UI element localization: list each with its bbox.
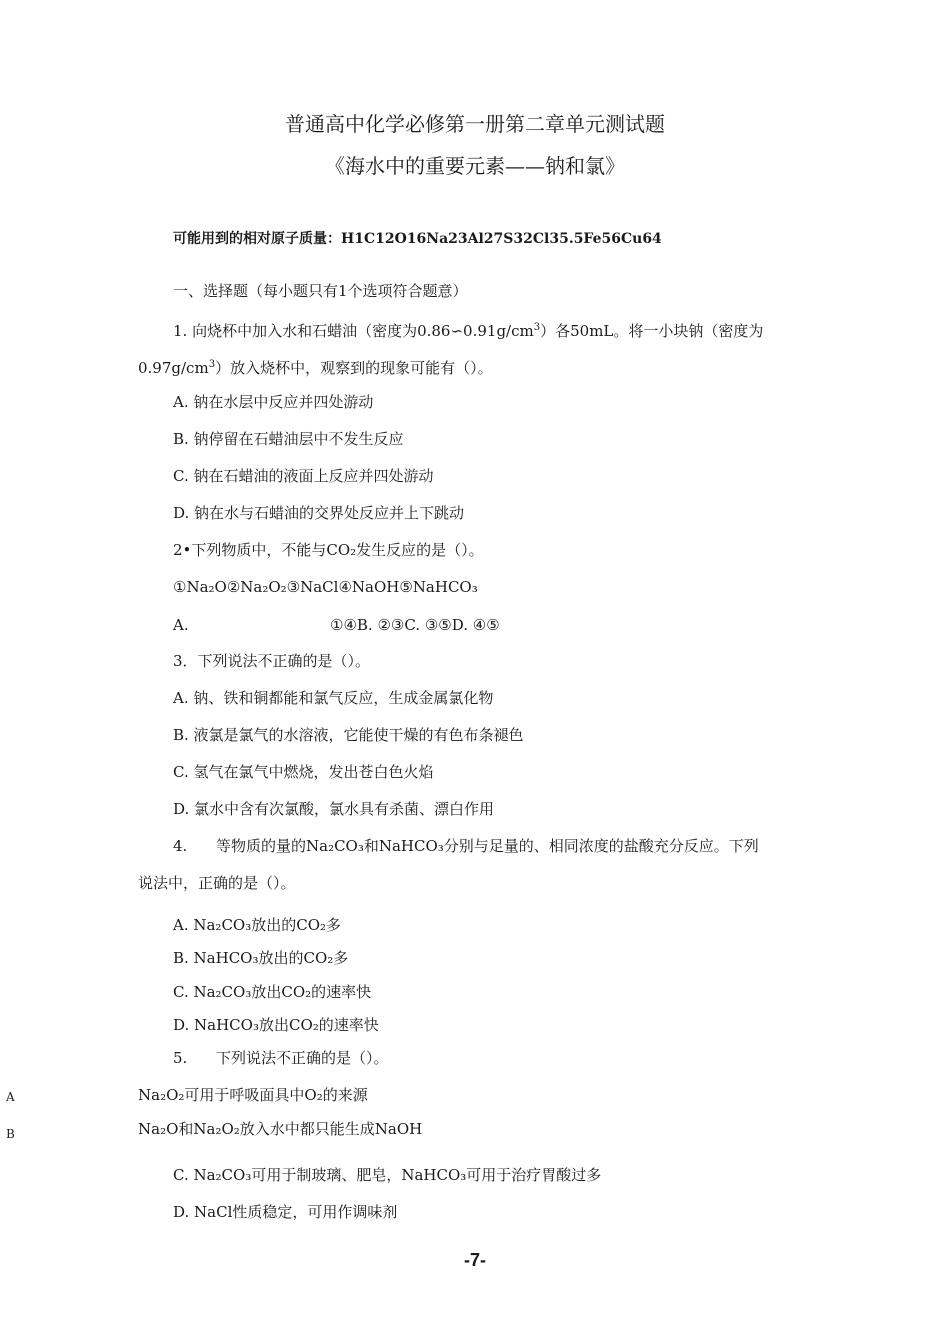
q1-stem-part: ）放入烧杯中，观察到的现象可能有（）。 [215,359,493,377]
q1-stem-part: 1. 向烧杯中加入水和石蜡油（密度为0.86∽0.91g/cm [173,322,534,340]
q1-option-b: B. 钠停留在石蜡油层中不发生反应 [173,430,404,448]
q4-stem-line2: 说法中，正确的是（）。 [138,874,296,892]
q1-option-d: D. 钠在水与石蜡油的交界处反应并上下跳动 [173,504,465,522]
q2-items: ①Na₂O②Na₂O₂③NaCl④NaOH⑤NaHCO₃ [173,578,478,596]
q5-option-b: Na₂O和Na₂O₂放入水中都只能生成NaOH [138,1120,423,1138]
q5-option-d: D. NaCl性质稳定，可用作调味剂 [173,1203,398,1221]
q1-unit-sup: 3 [208,359,216,370]
q4-stem-line1: 等物质的量的Na₂CO₃和NaHCO₃分别与足量的、相同浓度的盐酸充分反应。下列 [216,837,759,855]
q1-stem-part: 0.97g/cm [138,359,209,377]
page-number: -7- [464,1250,486,1270]
q1-stem-line2 [138,355,493,378]
q3-option-b: B. 液氯是氯气的水溶液，它能使干燥的有色布条褪色 [173,726,524,744]
q1-option-c: C. 钠在石蜡油的液面上反应并四处游动 [173,467,434,485]
section-heading: 一、选择题（每小题只有1个选项符合题意） [173,282,468,300]
q5-option-c: C. Na₂CO₃可用于制玻璃、肥皂，NaHCO₃可用于治疗胃酸过多 [173,1166,602,1184]
q3-option-a: A. 钠、铁和铜都能和氯气反应，生成金属氯化物 [173,689,494,707]
q4-number: 4. [173,837,188,855]
q1-stem-part: ）各50mL。将一小块钠（密度为 [540,322,764,340]
q2-stem: 2•下列物质中，不能与CO₂发生反应的是（）。 [173,541,484,559]
q3-option-d: D. 氯水中含有次氯酸，氯水具有杀菌、漂白作用 [173,800,495,818]
q5-stem: 下列说法不正确的是（）。 [216,1049,389,1067]
q1-stem-line1 [173,318,763,341]
q5-label-b: B [6,1127,15,1138]
q4-option-d: D. NaHCO₃放出CO₂的速率快 [173,1016,379,1034]
q5-option-a: Na₂O₂可用于呼吸面具中O₂的来源 [138,1086,368,1104]
q3-stem: 3．下列说法不正确的是（）。 [173,652,371,670]
q3-option-c: C. 氢气在氯气中燃烧，发出苍白色火焰 [173,763,434,781]
q4-option-c: C. Na₂CO₃放出CO₂的速率快 [173,983,372,1001]
q4-option-b: B. NaHCO₃放出的CO₂多 [173,949,349,967]
atomic-masses: 可能用到的相对原子质量：H1C12O16Na23Al27S32Cl35.5Fe56Cu64 [173,231,662,247]
title-line-2: 《海水中的重要元素——钠和氯》 [325,154,625,178]
title-line-1: 普通高中化学必修第一册第二章单元测试题 [285,112,665,136]
q2-option-a-label: A. [173,616,189,634]
q4-option-a: A. Na₂CO₃放出的CO₂多 [173,916,342,934]
q1-unit-sup: 3 [533,322,541,333]
q5-number: 5. [173,1049,188,1067]
q5-label-a: A [6,1090,15,1104]
q2-options: ①④B. ②③C. ③⑤D. ④⑤ [330,616,500,634]
q1-option-a: A. 钠在水层中反应并四处游动 [173,393,374,411]
